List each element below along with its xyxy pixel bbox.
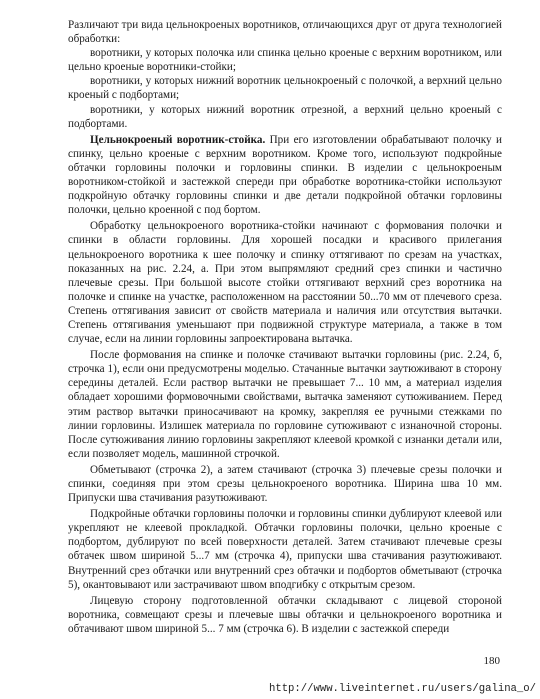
document-page	[68, 18, 502, 636]
paragraph-section-heading	[68, 133, 502, 218]
paragraph-shoulder-seams: Обметывают (строчка 2), а затем стачивают (строчка 3) плечевые срезы полочки и спинки, соединяя при этом срезы цельнокроеного воротника. Ширина шва 10 мм. Припуски шва стачивания разутюживают.	[68, 463, 502, 505]
paragraph-final: Лицевую сторону подготовленной обтачки складывают с лицевой стороной воротника, совмещают срезы и плечевые швы обтачки и цельнокроеного воротника и обтачивают швом шириной 5... 7 мм (строчка 6). В изделии с застежкой спереди	[68, 594, 502, 635]
paragraph-forming: Обработку цельнокроеного воротника-стойки начинают с формования полочки и спинки в области горловины. Для хорошей посадки и красивого прилегания цельнокроеного воротника к шее полочку и спинку оттягивают по срезам на участках, показанных на рис. 2.24, а. При этом выпрямляют средний срез спинки и частично плечевые срезы. При большой высоте стойки оттягивают верхний срез воротника на полочке и спинке на участке, расположенном на расстоянии 50...70 мм от плечевого среза. Степень оттягивания зависит от свойств материала и наличия или отсутствия вытачки. Степень оттягивания уменьшают при подвижной структуре материала, а также в том случае, если на линии горловины запроектирована вытачка.	[68, 220, 502, 346]
section-body: При его изготовлении обрабатывают полочку и спинку, цельно кроеные с верхним воротником. Кроме того, используют подкройные обтачки горловины полочки и горловины спинки. В изделии с цельнокроеным воротником-стойкой и застежкой спереди при обработке воротника-стойки используют подкройную обтачку горловины спинки и две детали подкройной обтачки горловины полочки, цельно кроенной с под бортом.	[68, 133, 502, 217]
paragraph-darts: После формования на спинке и полочке стачивают вытачки горловины (рис. 2.24, б, строчка 1), если они предусмотрены моделью. Стачанные вытачки заутюживают в сторону середины деталей. Если раствор вытачки не превышает 7... 10 мм, а материал изделия обладает хорошими формовочными свойствами, вытачка заменяют сутюживанием. Перед этим раствор вытачки приносачивают на кромку, закрепляя ее ручными стежками по линии горловины. Излишек материала по горловине сутюживают с изнаночной стороны. После сутюживания линию горловины закрепляют клеевой кромкой с изнанки детали или, если позволяет модель, машинной строчкой.	[68, 349, 502, 460]
paragraph-intro: Различают три вида цельнокроеных воротников, отличающихся друг от друга технологией обработки:	[68, 19, 502, 46]
source-url[interactable]: http://www.liveinternet.ru/users/galina_o/	[268, 683, 536, 695]
section-heading: Цельнокроеный воротник-стойка.	[90, 133, 266, 146]
paragraph-list-item-2: воротники, у которых нижний воротник цельнокроеный с полочкой, а верхний цельно кроеный с подбортами;	[68, 75, 502, 102]
paragraph-list-item-3: воротники, у которых нижний воротник отрезной, а верхний цельно кроеный с подбортами.	[68, 103, 502, 130]
paragraph-facings: Подкройные обтачки горловины полочки и горловины спинки дублируют клеевой или укрепляют не клеевой прокладкой. Обтачки горловины полочки, цельно кроеные с подбортом, дублируют по всей поверхности деталей. Затем стачивают плечевые срезы обтачек швом шириной 5...7 мм (строчка 4), припуски шва стачивания разутюживают. Внутренний срез обтачки или внутренний срез обтачки и подбортов обметывают (строчка 5), окантовывают или застрачивают швом вподгибку с открытым срезом.	[68, 508, 502, 591]
paragraph-list-item-1: воротники, у которых полочка или спинка цельно кроеные с верхним воротником, или цельно кроеные воротники-стойки;	[68, 47, 502, 74]
page-number: 180	[483, 655, 500, 667]
